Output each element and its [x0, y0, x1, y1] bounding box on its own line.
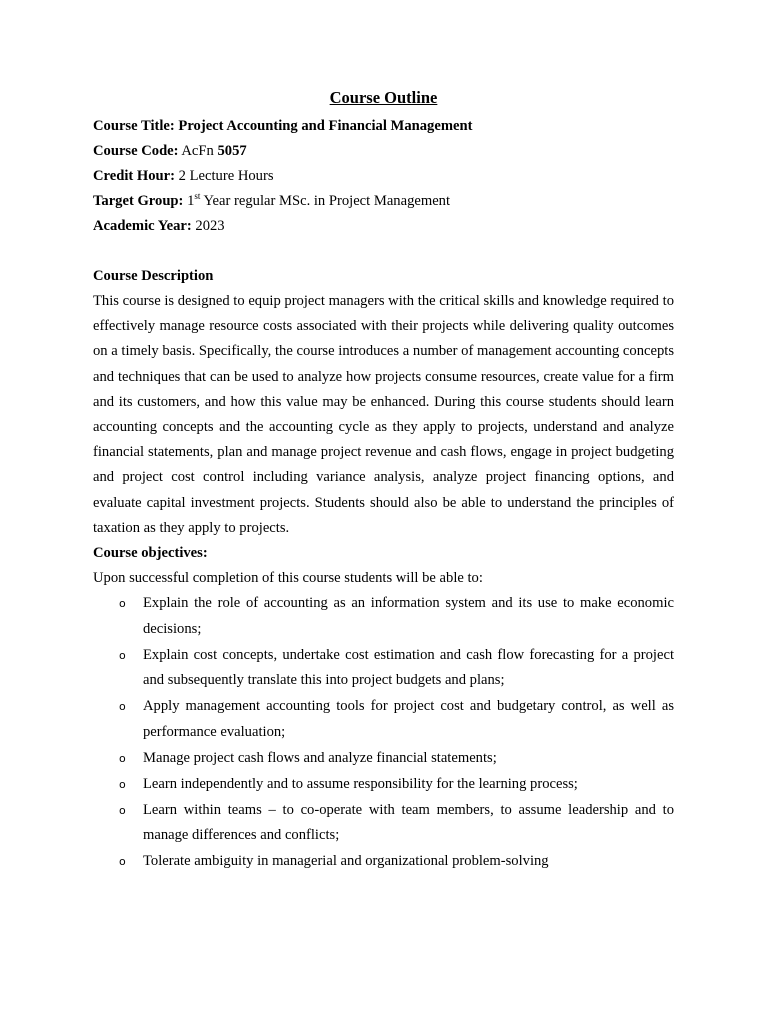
- bullet-icon: o: [119, 700, 126, 714]
- objective-item: [93, 643, 674, 694]
- target-group-value: Year regular MSc. in Project Management: [203, 193, 451, 209]
- course-code-prefix: AcFn: [181, 143, 214, 159]
- bullet-icon: o: [119, 648, 126, 662]
- bullet-icon: o: [119, 777, 126, 791]
- course-objectives-intro: Upon successful completion of this course students will be able to:: [93, 570, 483, 587]
- objective-text: Explain the role of accounting as an information system and its use to make economic decisions;: [143, 595, 674, 637]
- bullet-icon: o: [119, 855, 126, 869]
- credit-hour-value: 2 Lecture Hours: [178, 168, 274, 184]
- credit-hour-line: [93, 164, 674, 189]
- target-group-ordinal: st: [194, 191, 201, 202]
- bullet-icon: o: [119, 803, 126, 817]
- objective-text: Tolerate ambiguity in managerial and organizational problem-solving: [143, 853, 549, 870]
- section-spacer: [93, 239, 674, 264]
- bullet-icon: o: [119, 597, 126, 611]
- objective-text: Apply management accounting tools for project cost and budgetary control, as well as performance evaluation;: [143, 698, 674, 740]
- bullet-icon: o: [119, 751, 126, 765]
- target-group-number: 1: [187, 193, 195, 209]
- course-objectives-heading: Course objectives:: [93, 545, 208, 562]
- course-code-label: Course Code:: [93, 143, 179, 159]
- page-title: Course Outline: [329, 88, 438, 107]
- course-title-value: Project Accounting and Financial Management: [178, 118, 473, 134]
- course-title-line: [93, 114, 674, 139]
- objective-text: Learn independently and to assume responsibility for the learning process;: [143, 775, 578, 792]
- objective-item: [93, 849, 674, 875]
- academic-year-label: Academic Year:: [93, 218, 192, 234]
- objective-item: [93, 694, 674, 745]
- target-group-label: Target Group:: [93, 193, 184, 209]
- objective-text: Explain cost concepts, undertake cost estimation and cash flow forecasting for a project and subsequently translate this into project budgets and plans;: [143, 646, 674, 689]
- objective-item: [93, 591, 674, 642]
- objective-text: Learn within teams – to co-operate with team members, to assume leadership and to manage differences and conflicts;: [143, 801, 674, 844]
- objective-item: [93, 772, 674, 798]
- objective-item: [93, 746, 674, 772]
- credit-hour-label: Credit Hour:: [93, 168, 176, 184]
- course-description-heading: Course Description: [93, 268, 214, 284]
- academic-year-line: [93, 214, 674, 239]
- academic-year-value: 2023: [195, 218, 225, 234]
- document-page: [93, 86, 674, 875]
- objectives-list: [93, 591, 674, 875]
- target-group-line: [93, 189, 674, 214]
- objective-item: [93, 798, 674, 849]
- course-title-label: Course Title:: [93, 118, 175, 134]
- course-description-text: This course is designed to equip project managers with the critical skills and knowledge required to effectively manage resource costs associated with their projects while delivering quality outcomes on a timely basis. Specifically, the course introduces a number of management accounting concepts and techniques that can be used to analyze how projects consume resources, create value for a firm and its customers, and how this value may be enhanced. During this course students should learn accounting concepts and the accounting cycle as they apply to projects, understand and analyze financial statements, plan and manage project revenue and cash flows, engage in project budgeting and project cost control including variance analysis, analyze project financing options, and evaluate capital investment projects. Students should also be able to understand the principles of taxation as they apply to projects.: [93, 293, 674, 536]
- objective-text: Manage project cash flows and analyze financial statements;: [143, 749, 497, 766]
- course-code-line: [93, 139, 674, 164]
- course-code-number: 5057: [217, 143, 247, 159]
